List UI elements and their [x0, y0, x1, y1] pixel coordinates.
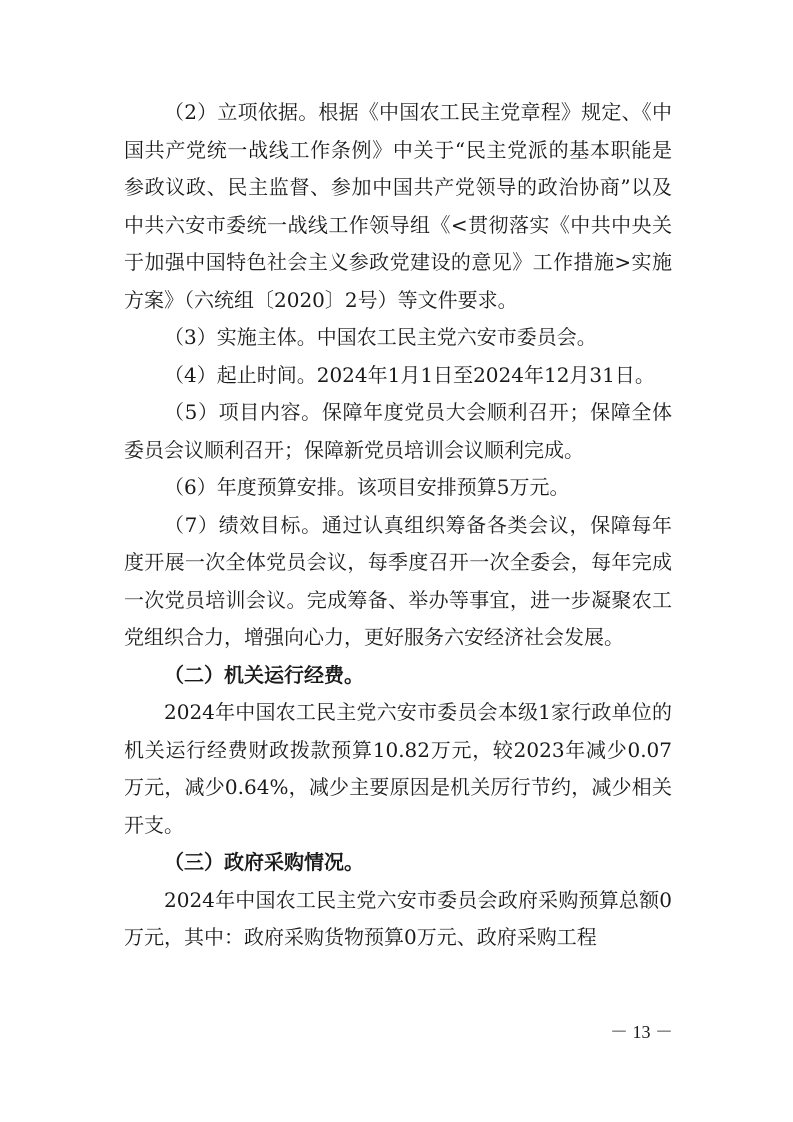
paragraph-performance-goal: （7）绩效目标。通过认真组织筹备各类会议，保障每年度开展一次全体党员会议，每季度召开一次全委会，每年完成一次党员培训会议。完成筹备、举办等事宜，进一步凝聚农工党组织合力，增强向心力，更好服务六安经济社会发展。 [124, 512, 672, 649]
paragraph-project-basis: （2）立项依据。根据《中国农工民主党章程》规定、《中国共产党统一战线工作条例》中关于“民主党派的基本职能是参政议政、民主监督、参加中国共产党领导的政治协商”以及中共六安市委统一战线工作领导组《<贯彻落实《中共中央关于加强中国特色社会主义参政党建设的意见》工作措施>实施方案》（六统组〔2020〕2号）等文件要求。 [124, 100, 672, 312]
document-body [124, 94, 672, 957]
paragraph-operating-expenses: 2024年中国农工民主党六安市委员会本级1家行政单位的机关运行经费财政拨款预算10.82万元，较2023年减少0.07万元，减少0.64%，减少主要原因是机关厉行节约，减少相关开支。 [124, 700, 672, 837]
page-number: － 13 － [610, 1022, 673, 1042]
paragraph-government-procurement: 2024年中国农工民主党六安市委员会政府采购预算总额0万元，其中：政府采购货物预算0万元、政府采购工程 [124, 887, 672, 949]
paragraph-project-content: （5）项目内容。保障年度党员大会顺利召开；保障全体委员会议顺利召开；保障新党员培训会议顺利完成。 [124, 400, 672, 462]
paragraph-implementing-body: （3）实施主体。中国农工民主党六安市委员会。 [164, 325, 597, 349]
section-heading-operating-expenses: （二）机关运行经费。 [164, 662, 364, 687]
paragraph-duration: （4）起止时间。2024年1月1日至2024年12月31日。 [164, 362, 655, 387]
section-heading-government-procurement: （三）政府采购情况。 [164, 850, 364, 874]
paragraph-annual-budget: （6）年度预算安排。该项目安排预算5万元。 [164, 475, 570, 499]
